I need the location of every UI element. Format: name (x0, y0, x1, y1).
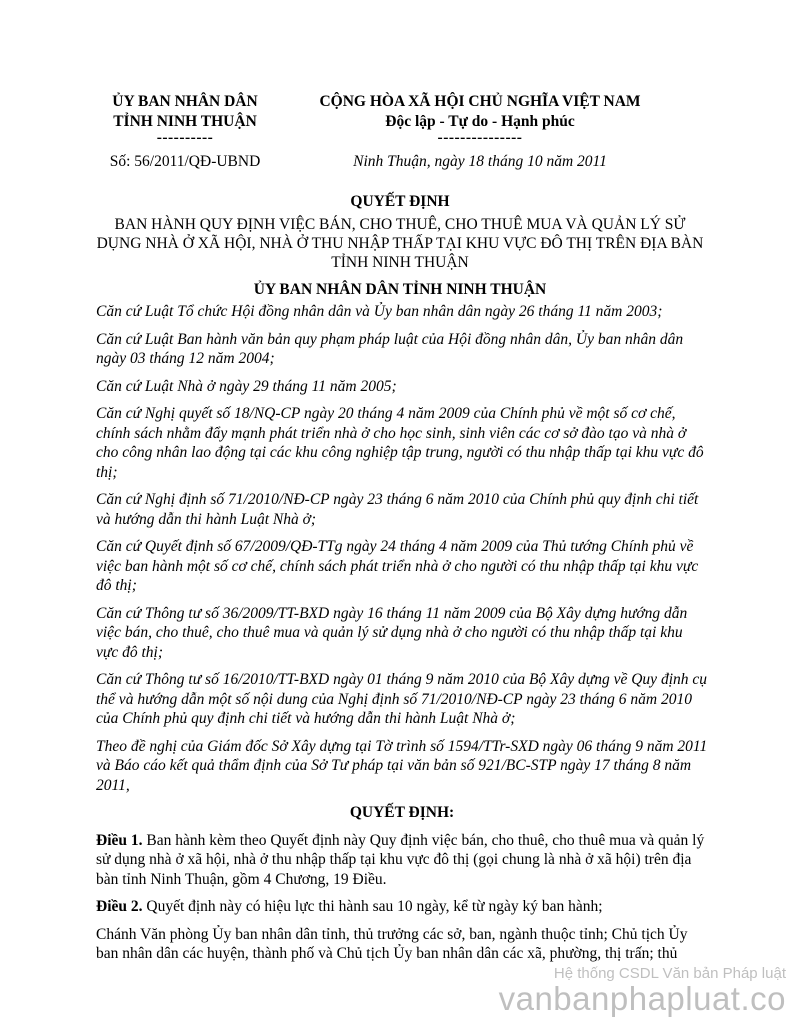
nation-header (290, 92, 670, 172)
watermark-site: vanbanphapluat.co (498, 980, 786, 1017)
agency-separator: ---------- (156, 129, 214, 146)
article-1-label: Điều 1. (96, 831, 143, 849)
preamble-item: Căn cứ Luật Nhà ở ngày 29 tháng 11 năm 2005; (96, 377, 397, 395)
issue-date: Ninh Thuận, ngày 18 tháng 10 năm 2011 (353, 153, 607, 170)
article-2-text: Quyết định này có hiệu lực thi hành sau 10 ngày, kể từ ngày ký ban hành; (142, 898, 603, 915)
preamble-item: Căn cứ Thông tư số 16/2010/TT-BXD ngày 01 tháng 9 năm 2010 của Bộ Xây dựng về Quy định cụ thể và hướng dẫn một số nội dung của Nghị định số 71/2010/NĐ-CP ngày 23 tháng 6 năm 2010 của Chính phủ quy định chi tiết và hướng dẫn thi hành Luật Nhà ở; (96, 671, 708, 727)
agency-line-1: ỦY BAN NHÂN DÂN (112, 93, 258, 110)
document-subject: BAN HÀNH QUY ĐỊNH VIỆC BÁN, CHO THUÊ, CHO THUÊ MUA VÀ QUẢN LÝ SỬ DỤNG NHÀ Ở XÃ HỘI, NHÀ Ở THU NHẬP THẤP TẠI KHU VỰC ĐÔ THỊ TRÊN ĐỊA BÀN TỈNH NINH THUẬN (96, 216, 704, 271)
preamble-item: Căn cứ Quyết định số 67/2009/QĐ-TTg ngày 24 tháng 4 năm 2009 của Thủ tướng Chính phủ về việc ban hành một số cơ chế, chính sách phát triển nhà ở cho người có thu nhập thấp tại khu vực đô thị; (96, 538, 699, 594)
issuer-title: ỦY BAN NHÂN DÂN TỈNH NINH THUẬN (253, 281, 547, 298)
nation-line-1: CỘNG HÒA XÃ HỘI CHỦ NGHĨA VIỆT NAM (319, 93, 641, 110)
article-2 (96, 897, 708, 917)
preamble-item: Căn cứ Nghị định số 71/2010/NĐ-CP ngày 23 tháng 6 năm 2010 của Chính phủ quy định chi tiết và hướng dẫn thi hành Luật Nhà ở; (96, 491, 699, 528)
agency-header (96, 92, 274, 172)
article-2-label: Điều 2. (96, 898, 143, 915)
document-number: Số: 56/2011/QĐ-UBND (109, 153, 261, 170)
article-1 (96, 831, 708, 890)
preamble-item: Căn cứ Nghị quyết số 18/NQ-CP ngày 20 tháng 4 năm 2009 của Chính phủ về một số cơ chế, chính sách nhằm đẩy mạnh phát triển nhà ở cho học sinh, sinh viên các cơ sở đào tạo và nhà ở cho công nhân lao động tại các khu công nghiệp tập trung, người có thu nhập thấp tại khu vực đô thị; (96, 405, 704, 481)
preamble-item: Căn cứ Thông tư số 36/2009/TT-BXD ngày 16 tháng 11 năm 2009 của Bộ Xây dựng hướng dẫn việc bán, cho thuê, cho thuê mua và quản lý sử dụng nhà ở cho người có thu nhập thấp tại khu vực đô thị; (96, 604, 688, 661)
document-type-title: QUYẾT ĐỊNH (350, 193, 450, 210)
document-body (96, 302, 708, 972)
preamble-item: Căn cứ Luật Ban hành văn bản quy phạm pháp luật của Hội đồng nhân dân, Ủy ban nhân dân ngày 03 tháng 12 năm 2004; (96, 330, 684, 367)
article-1-text: Ban hành kèm theo Quyết định này Quy định việc bán, cho thuê, cho thuê mua và quản lý sử dụng nhà ở xã hội, nhà ở thu nhập thấp tại khu vực đô thị (gọi chung là nhà ở xã hội) trên địa bàn tỉnh Ninh Thuận, gồm 4 Chương, 19 Điều. (96, 831, 705, 888)
preamble-item: Căn cứ Luật Tổ chức Hội đồng nhân dân và Ủy ban nhân dân ngày 26 tháng 11 năm 2003; (96, 303, 663, 320)
preamble-item: Theo đề nghị của Giám đốc Sở Xây dựng tại Tờ trình số 1594/TTr-SXD ngày 06 tháng 9 năm 2011 và Báo cáo kết quả thẩm định của Sở Tư pháp tại văn bản số 921/BC-STP ngày 17 tháng 8 năm 2011, (96, 737, 708, 794)
watermark-caption: Hệ thống CSDL Văn bản Pháp luật (553, 965, 786, 982)
nation-separator: --------------- (437, 129, 523, 146)
article-3-paragraph: Chánh Văn phòng Ủy ban nhân dân tỉnh, thủ trưởng các sở, ban, ngành thuộc tỉnh; Chủ tịch Ủy ban nhân dân các huyện, thành phố và Chủ tịch Ủy ban nhân dân các xã, phường, thị trấn; thủ (96, 925, 688, 962)
nation-line-2: Độc lập - Tự do - Hạnh phúc (385, 113, 575, 130)
decision-heading: QUYẾT ĐỊNH: (349, 804, 455, 821)
agency-line-2: TỈNH NINH THUẬN (113, 113, 257, 130)
